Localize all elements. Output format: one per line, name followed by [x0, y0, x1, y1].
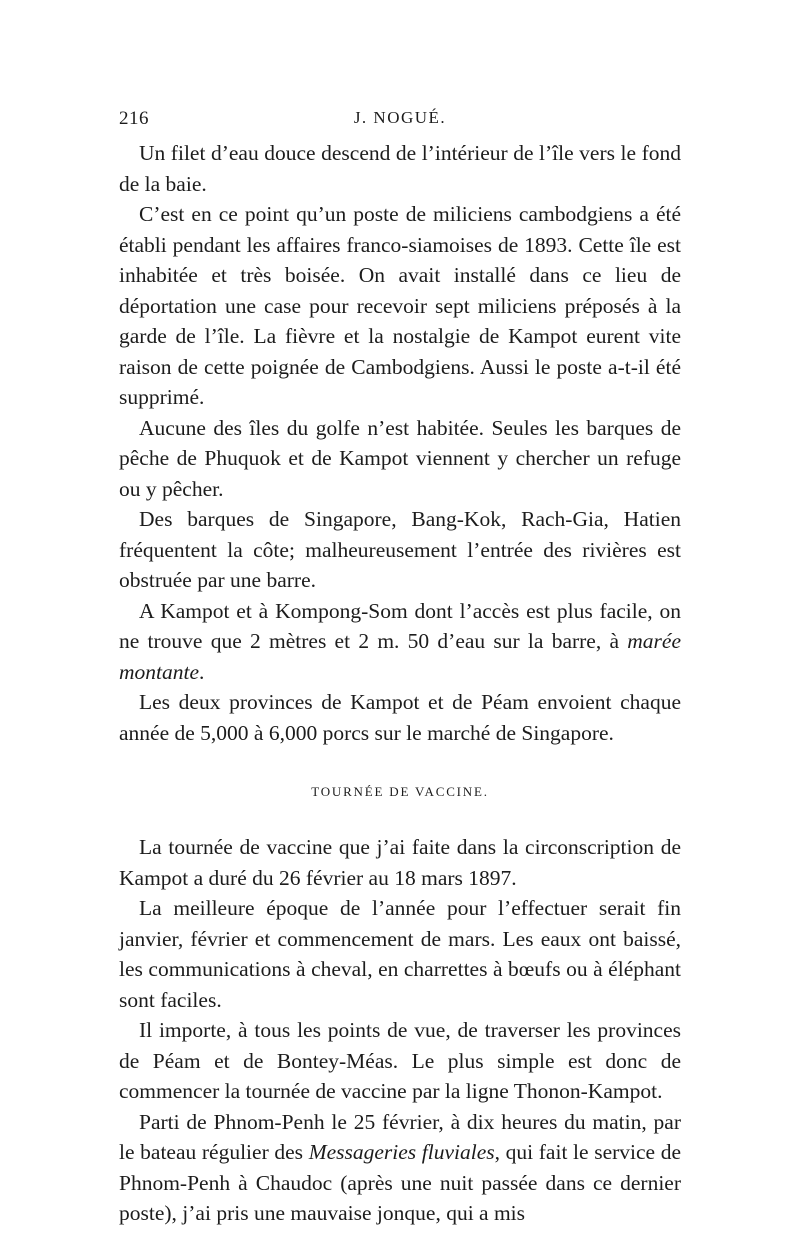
paragraph-boats: Des barques de Singapore, Bang-Kok, Rach-Gia, Hatien fréquentent la côte; malheureusement l’entrée des rivières est obstruée par une barre. — [119, 507, 681, 592]
page-number: 216 — [119, 108, 149, 129]
paragraph-militia-post: C’est en ce point qu’un poste de miliciens cambodgiens a été établi pendant les affaires franco-siamoises de 1893. Cette île est inhabitée et très boisée. On avait installé dans ce lieu de déportation une case pour recevoir sept miliciens préposés à la garde de l’île. La fièvre et la nostalgie de Kampot eurent vite raison de cette poignée de Cambodgiens. Aussi le poste a-t-il été supprimé. — [119, 202, 681, 409]
running-head — [119, 108, 681, 138]
running-head-author: J. NOGUÉ. — [353, 108, 447, 127]
paragraph-vaccine-tour: La tournée de vaccine que j’ai faite dans la circonscription de Kampot a duré du 26 février au 18 mars 1897. — [119, 835, 681, 890]
paragraph-kampot-bar: A Kampot et à Kompong-Som dont l’accès est plus facile, on ne trouve que 2 mètres et 2 m. 50 d’eau sur la barre, à marée montante. — [119, 598, 682, 684]
paragraph-pigs: Les deux provinces de Kampot et de Péam envoient chaque année de 5,000 à 6,000 porcs sur le marché de Singapore. — [119, 690, 681, 745]
paragraph-fresh-water: Un filet d’eau douce descend de l’intérieur de l’île vers le fond de la baie. — [119, 141, 681, 196]
paragraph-departure: Parti de Phnom-Penh le 25 février, à dix heures du matin, par le bateau régulier des Messageries fluviales, qui fait le service de Phnom-Penh à Chaudoc (après une nuit passée dans ce dernier poste), j’ai pris une mauvaise jonque, qui a mis — [119, 1109, 682, 1225]
italic-maree-montante: marée montante — [119, 629, 682, 684]
paragraph-islands: Aucune des îles du golfe n’est habitée. Seules les barques de pêche de Phuquok et de Kampot viennent y chercher un refuge ou y pêcher. — [119, 415, 681, 501]
paragraph-route: Il importe, à tous les points de vue, de traverser les provinces de Péam et de Bontey-Méas. Le plus simple est donc de commencer la tournée de vaccine par la ligne Thonon-Kampot. — [119, 1018, 681, 1103]
paragraph-best-season: La meilleure époque de l’année pour l’effectuer serait fin janvier, février et commencement de mars. Les eaux ont baissé, les communications à cheval, en charrettes à bœufs ou à éléphant sont faciles. — [119, 896, 681, 1012]
book-page — [119, 108, 681, 1229]
italic-messageries-fluviales: Messageries fluviales — [308, 1140, 495, 1164]
section-title: TOURNÉE DE VACCINE. — [311, 784, 489, 799]
